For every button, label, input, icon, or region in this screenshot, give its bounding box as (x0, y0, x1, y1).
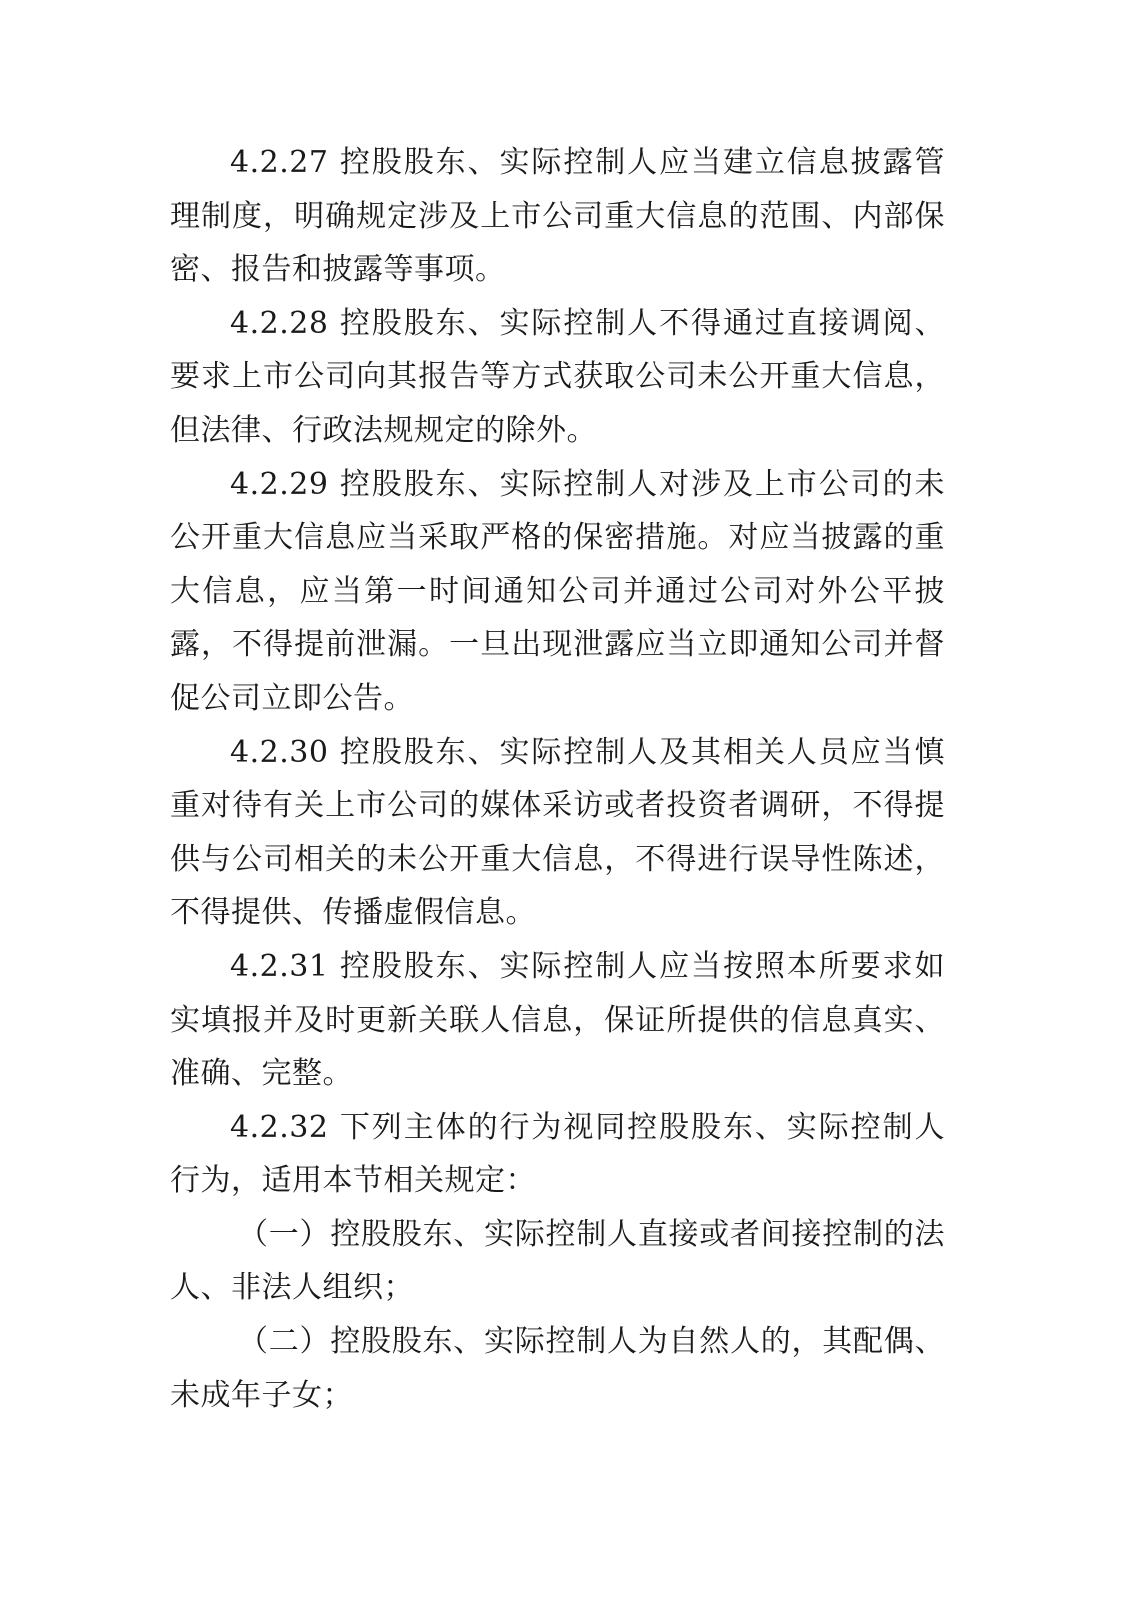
paragraph-4-2-30: 4.2.30 控股股东、实际控制人及其相关人员应当慎重对待有关上市公司的媒体采访或者投资者调研，不得提供与公司相关的未公开重大信息，不得进行误导性陈述，不得提供、传播虚假信息。 (170, 734, 945, 931)
list-item-1: （一）控股股东、实际控制人直接或者间接控制的法人、非法人组织； (170, 1216, 945, 1306)
document-body (170, 136, 945, 1422)
paragraph-4-2-27: 4.2.27 控股股东、实际控制人应当建立信息披露管理制度，明确规定涉及上市公司重大信息的范围、内部保密、报告和披露等事项。 (170, 145, 945, 288)
paragraph-4-2-29: 4.2.29 控股股东、实际控制人对涉及上市公司的未公开重大信息应当采取严格的保密措施。对应当披露的重大信息，应当第一时间通知公司并通过公司对外公平披露，不得提前泄漏。一旦出现泄露应当立即通知公司并督促公司立即公告。 (170, 466, 945, 716)
paragraph-4-2-28: 4.2.28 控股股东、实际控制人不得通过直接调阅、要求上市公司向其报告等方式获取公司未公开重大信息，但法律、行政法规规定的除外。 (170, 305, 945, 448)
paragraph-4-2-31: 4.2.31 控股股东、实际控制人应当按照本所要求如实填报并及时更新关联人信息，保证所提供的信息真实、准确、完整。 (170, 948, 945, 1092)
list-item-2: （二）控股股东、实际控制人为自然人的，其配偶、未成年子女； (170, 1324, 945, 1413)
paragraph-4-2-32: 4.2.32 下列主体的行为视同控股股东、实际控制人行为，适用本节相关规定： (170, 1109, 945, 1199)
